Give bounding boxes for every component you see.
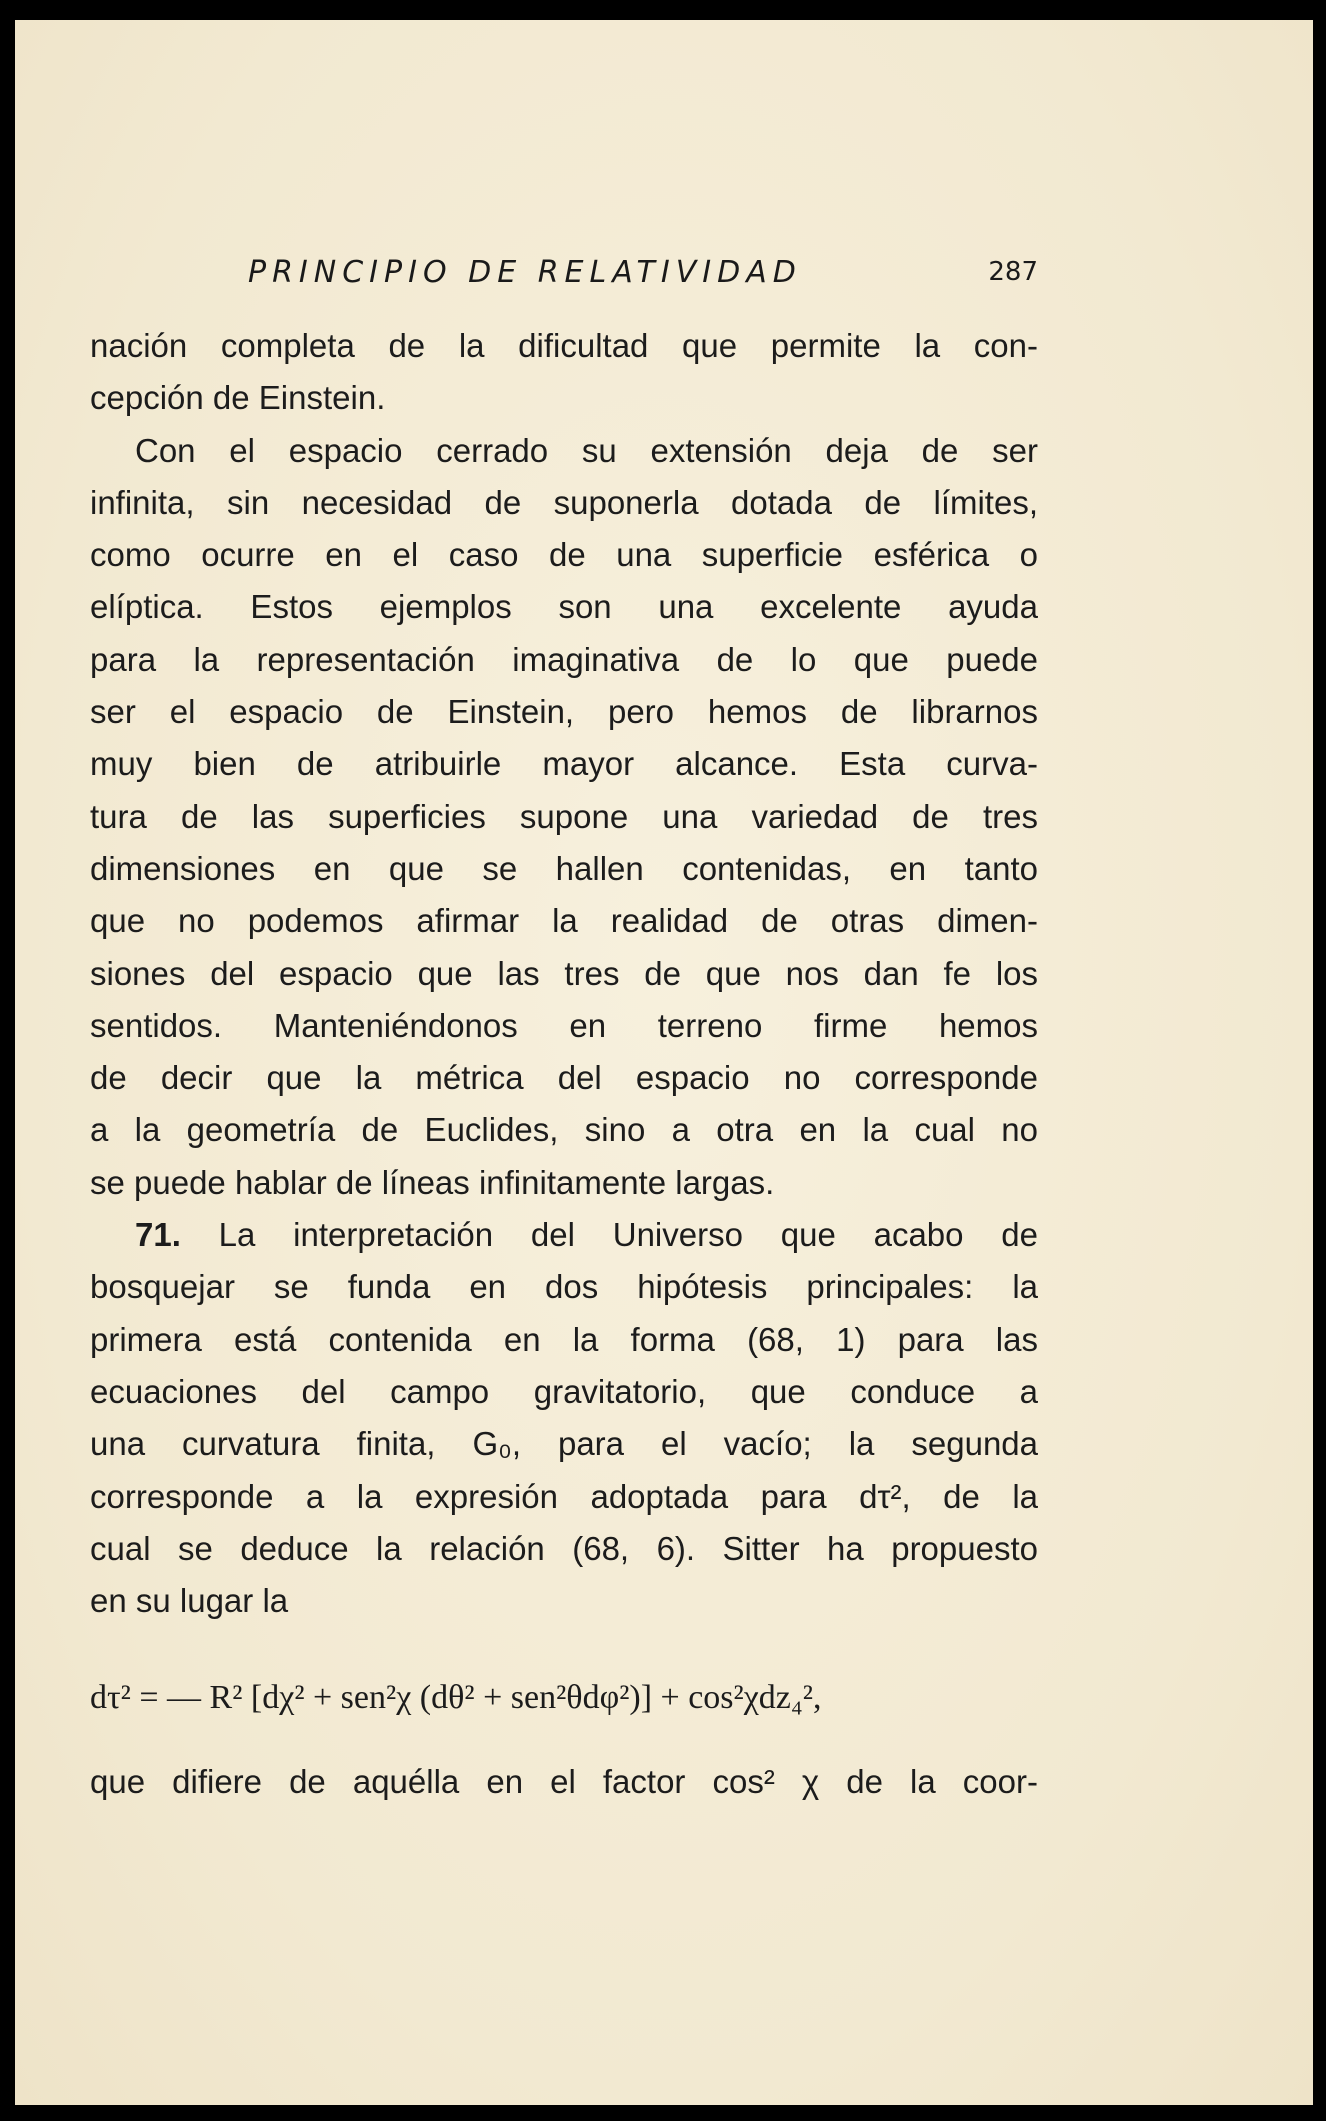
text-line: muy bien de atribuirle mayor alcance. Esta curva- [90,745,1038,783]
running-header [248,255,1038,305]
text-line: dimensiones en que se hallen contenidas, en tanto [90,849,1038,887]
text-line: que difiere de aquélla en el factor cos² χ de la coor- [90,1763,1038,1800]
text-line: para la representación imaginativa de lo que puede [90,640,1038,678]
text-line: ser el espacio de Einstein, pero hemos de librarnos [90,693,1038,731]
text-line: nación completa de la dificultad que permite la con- [90,327,1038,364]
text-line: primera está contenida en la forma (68, 1) para las [90,1320,1038,1358]
text-line: ecuaciones del campo gravitatorio, que conduce a [90,1372,1038,1410]
text-line: corresponde a la expresión adoptada para dτ², de la [90,1477,1038,1515]
text-line: cepción de Einstein. [90,379,386,417]
text-line: una curvatura finita, G₀, para el vacío; la segunda [90,1425,1038,1463]
text-line: bosquejar se funda en dos hipótesis principales: la [90,1268,1038,1306]
body-text [90,320,1038,1627]
metric-formula: dτ² = — R² [dχ² + sen²χ (dθ² + sen²θdφ²)] + cos²χdz₄², [90,1679,822,1716]
text-line: como ocurre en el caso de una superficie esférica o [90,536,1038,574]
section-line-text: La interpretación del Universo que acabo de [218,1216,1039,1254]
text-line: se puede hablar de líneas infinitamente largas. [90,1163,775,1201]
text-line: tura de las superficies supone una variedad de tres [90,797,1038,835]
text-line: que no podemos afirmar la realidad de otras dimen- [90,902,1038,940]
text-line: de decir que la métrica del espacio no corresponde [90,1059,1038,1097]
text-line: a la geometría de Euclides, sino a otra en la cual no [90,1111,1038,1149]
running-title: PRINCIPIO DE RELATIVIDAD [248,255,802,290]
text-line: sentidos. Manteniéndonos en terreno firme hemos [90,1006,1038,1044]
text-line: Con el espacio cerrado su extensión deja de ser [135,431,1038,469]
text-line: siones del espacio que las tres de que nos dan fe los [90,954,1038,992]
book-page [15,20,1313,2105]
text-line: cual se deduce la relación (68, 6). Sitter ha propuesto [90,1529,1038,1567]
text-line: infinita, sin necesidad de suponerla dotada de límites, [90,483,1038,521]
section-first-line [90,1209,1038,1261]
text-line: en su lugar la [90,1582,289,1620]
section-number: 71. [135,1216,181,1254]
page-number: 287 [988,257,1038,287]
text-line: elíptica. Estos ejemplos son una excelente ayuda [90,588,1038,626]
